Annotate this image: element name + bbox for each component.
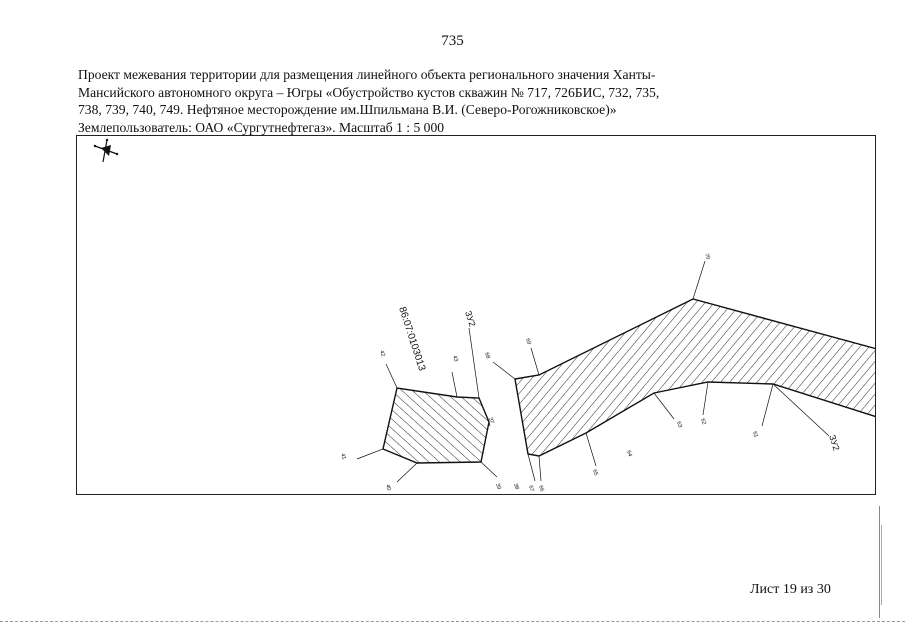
scan-edge-line — [879, 506, 880, 618]
point-label: 41 — [339, 452, 347, 461]
page-number: 735 — [441, 33, 464, 49]
point-label: 38 — [512, 482, 520, 491]
point-label: 39 — [494, 482, 502, 491]
point-label: 42 — [378, 349, 386, 358]
zone-label-left: ЗУ2 — [463, 309, 478, 328]
point-label: 65 — [591, 468, 599, 477]
document-header — [78, 66, 778, 136]
header-line-4: Землепользователь: ОАО «Сургутнефтегаз». Масштаб 1 : 5 000 — [78, 119, 445, 135]
header-line-3: 738, 739, 740, 749. Нефтяное месторождение им.Шпильмана В.И. (Северо-Рогожниковское)» — [78, 102, 617, 117]
scan-edge-line — [881, 525, 882, 605]
point-label: 61 — [751, 430, 759, 439]
header-line-1: Проект межевания территории для размещения линейного объекта регионального значения Ханты- — [78, 67, 656, 82]
point-label: 70 — [703, 252, 711, 261]
header-line-2: Мансийского автономного округа – Югры «Обустройство кустов скважин № 717, 726БИС, 732, 735, — [78, 84, 660, 100]
point-label: 67 — [527, 484, 535, 493]
parcel-left — [383, 388, 489, 463]
point-label: 63 — [675, 420, 683, 429]
point-label: 64 — [625, 449, 633, 458]
cadastral-number-label: 86:07:0103013 — [396, 305, 428, 373]
point-label: 43 — [451, 354, 459, 363]
point-label: 40 — [384, 483, 392, 492]
map-frame — [76, 135, 876, 495]
point-label: 69 — [524, 337, 532, 346]
scan-bottom-line — [0, 621, 905, 622]
sheet-number: Лист 19 из 30 — [750, 582, 831, 597]
map-canvas — [77, 136, 876, 495]
point-label: 68 — [483, 351, 491, 360]
zone-label-right: ЗУ2 — [827, 433, 842, 452]
north-arrow-icon — [94, 139, 118, 162]
point-label: 62 — [699, 417, 707, 426]
parcel-right — [515, 299, 876, 456]
point-label: 37 — [487, 416, 495, 425]
point-label: 66 — [537, 484, 545, 493]
